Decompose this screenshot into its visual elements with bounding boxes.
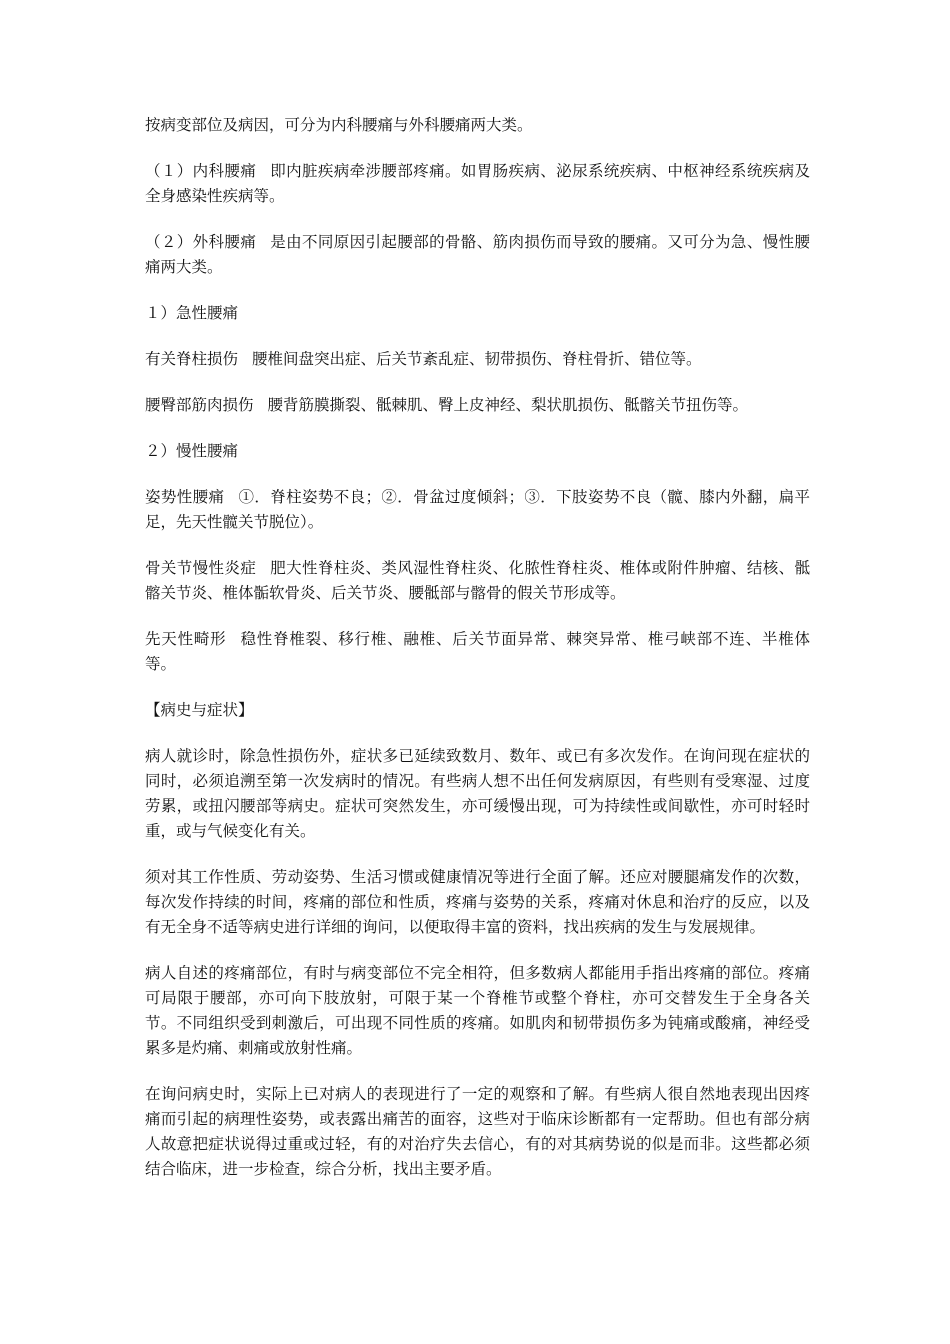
paragraph-text: 是由不同原因引起腰部的骨骼、筋肉损伤而导致的腰痛。又可分为急、慢性腰痛两大类。	[145, 233, 810, 276]
paragraph-chronic-inflammation	[145, 556, 810, 606]
paragraph-text: ①．脊柱姿势不良；②．骨盆过度倾斜；③．下肢姿势不良（髋、膝内外翻，扁平足，先天性髋关节脱位）。	[145, 488, 810, 531]
term-label: （２）外科腰痛	[145, 233, 257, 251]
paragraph-classification	[145, 113, 810, 138]
paragraph-postural-lumbago	[145, 485, 810, 535]
paragraph-surgical-lumbago	[145, 230, 810, 280]
heading-acute-lumbago: １）急性腰痛	[145, 304, 239, 322]
paragraph-text: 腰椎间盘突出症、后关节紊乱症、韧带损伤、脊柱骨折、错位等。	[252, 350, 702, 368]
term-label: 姿势性腰痛	[145, 488, 225, 506]
term-label: 腰臀部筋肉损伤	[145, 396, 254, 414]
paragraph-history-4: 在询问病史时，实际上已对病人的表现进行了一定的观察和了解。有些病人很自然地表现出因疼痛而引起的病理性姿势，或表露出痛苦的面容，这些对于临床诊断都有一定帮助。但也有部分病人故意把症状说得过重或过轻，有的对治疗失去信心，有的对其病势说的似是而非。这些都必须结合临床，进一步检查，综合分析，找出主要矛盾。	[145, 1085, 810, 1178]
paragraph-spine-injury	[145, 347, 810, 372]
term-label: 有关脊柱损伤	[145, 350, 239, 368]
term-label: （１）内科腰痛	[145, 162, 257, 180]
term-label: 先天性畸形	[145, 630, 227, 648]
paragraph-internal-lumbago	[145, 159, 810, 209]
heading-chronic-lumbago: ２）慢性腰痛	[145, 442, 239, 460]
paragraph-history-2: 须对其工作性质、劳动姿势、生活习惯或健康情况等进行全面了解。还应对腰腿痛发作的次数，每次发作持续的时间，疼痛的部位和性质，疼痛与姿势的关系，疼痛对休息和治疗的反应，以及有无全身不适等病史进行详细的询问，以便取得丰富的资料，找出疾病的发生与发展规律。	[145, 868, 810, 936]
paragraph-history-3: 病人自述的疼痛部位，有时与病变部位不完全相符，但多数病人都能用手指出疼痛的部位。疼痛可局限于腰部，亦可向下肢放射，可限于某一个脊椎节或整个脊柱，亦可交替发生于全身各关节。不同组织受到刺激后，可出现不同性质的疼痛。如肌肉和韧带损伤多为钝痛或酸痛，神经受累多是灼痛、刺痛或放射性痛。	[145, 964, 810, 1057]
paragraph-muscle-injury	[145, 393, 810, 418]
paragraph-text: 按病变部位及病因，可分为内科腰痛与外科腰痛两大类。	[145, 116, 533, 134]
paragraph-text: 腰背筋膜撕裂、骶棘肌、臀上皮神经、梨状肌损伤、骶髂关节扭伤等。	[267, 396, 749, 414]
term-label: 骨关节慢性炎症	[145, 559, 257, 577]
paragraph-text: 肥大性脊柱炎、类风湿性脊柱炎、化脓性脊柱炎、椎体或附件肿瘤、结核、骶髂关节炎、椎体骺软骨炎、后关节炎、腰骶部与髂骨的假关节形成等。	[145, 559, 810, 602]
document-page	[145, 113, 810, 1203]
paragraph-text: 即内脏疾病牵涉腰部疼痛。如胃肠疾病、泌尿系统疾病、中枢神经系统疾病及全身感染性疾病等。	[145, 162, 810, 205]
heading-history-symptoms: 【病史与症状】	[145, 701, 254, 719]
paragraph-text: 稳性脊椎裂、移行椎、融椎、后关节面异常、棘突异常、椎弓峡部不连、半椎体等。	[145, 630, 810, 673]
paragraph-history-1: 病人就诊时，除急性损伤外，症状多已延续致数月、数年、或已有多次发作。在询问现在症状的同时，必须追溯至第一次发病时的情况。有些病人想不出任何发病原因，有些则有受寒湿、过度劳累，或扭闪腰部等病史。症状可突然发生，亦可缓慢出现，可为持续性或间歇性，亦可时轻时重，或与气候变化有关。	[145, 747, 810, 840]
paragraph-congenital-deformity	[145, 627, 810, 677]
